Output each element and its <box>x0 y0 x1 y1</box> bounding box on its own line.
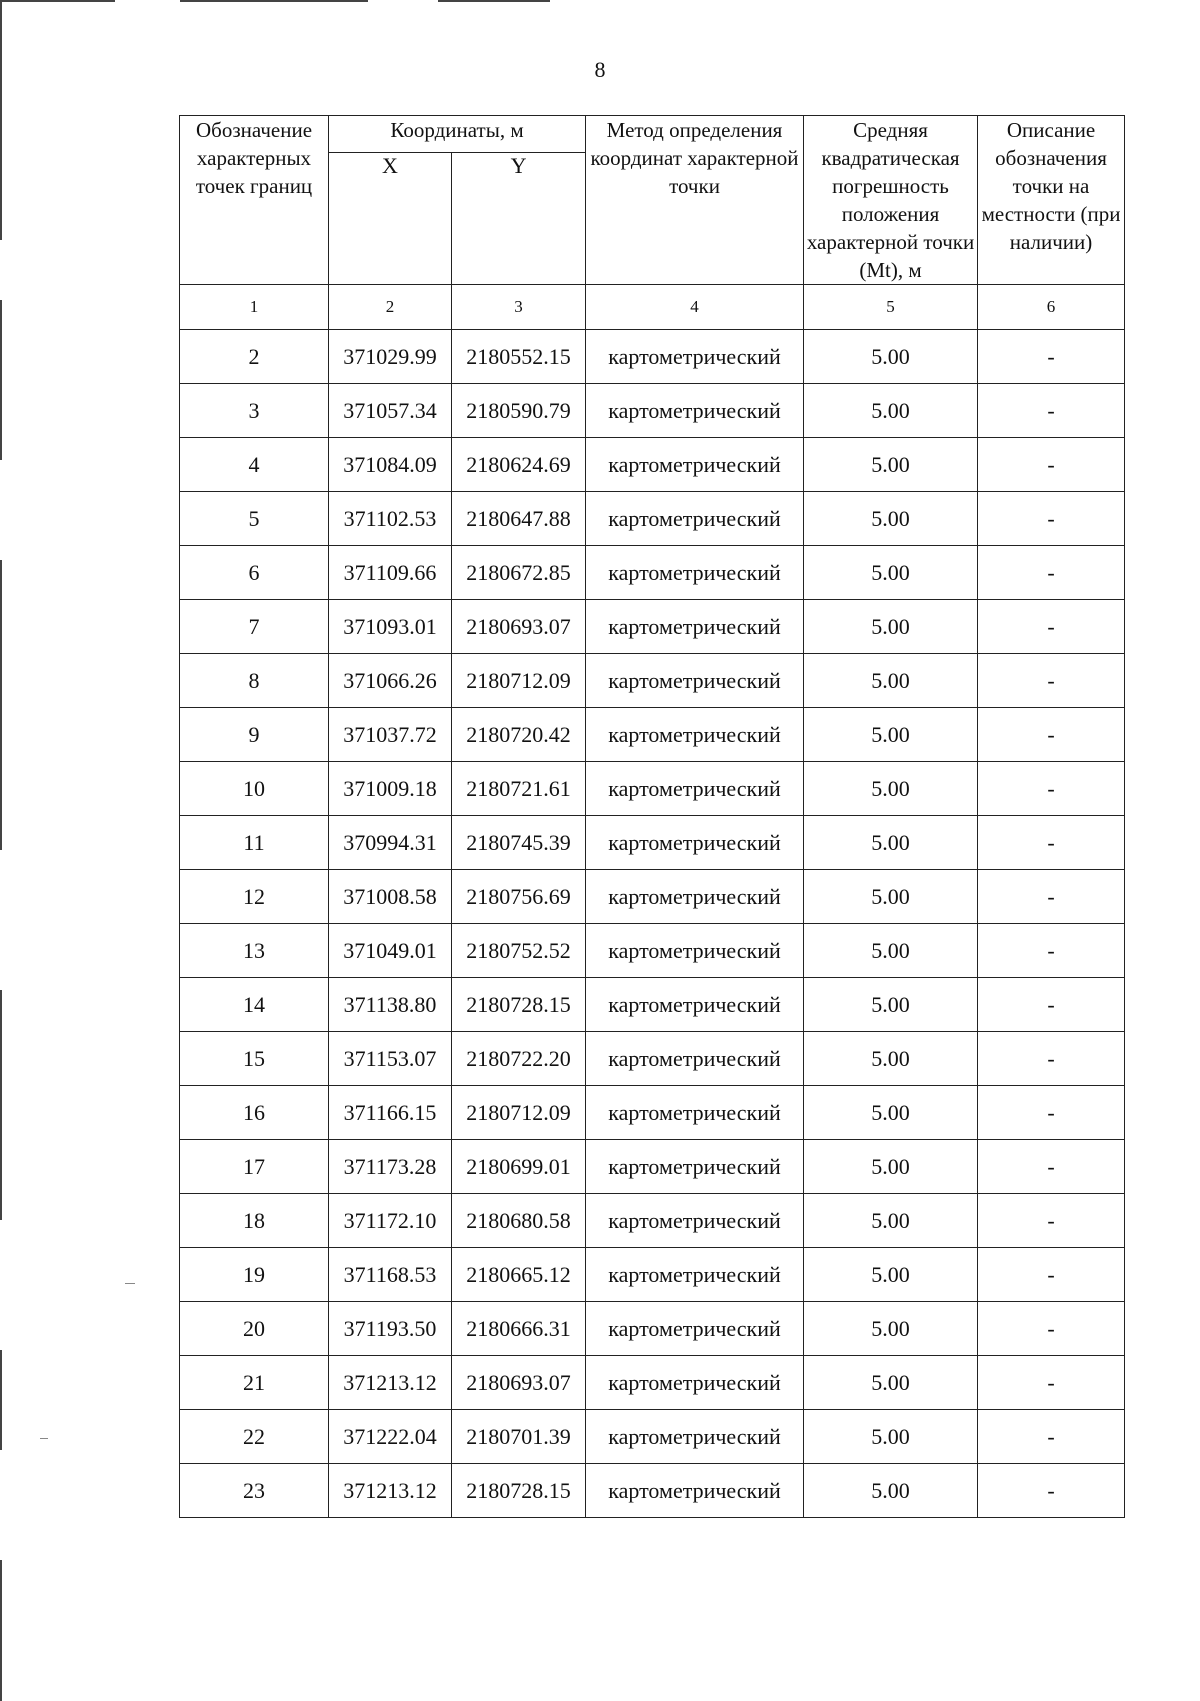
cell-point: 11 <box>180 816 329 870</box>
cell-y: 2180624.69 <box>452 438 586 492</box>
cell-error: 5.00 <box>804 1356 978 1410</box>
cell-y: 2180701.39 <box>452 1410 586 1464</box>
table-row <box>180 924 1125 978</box>
table-row <box>180 1140 1125 1194</box>
cell-description: - <box>978 438 1125 492</box>
table-row <box>180 492 1125 546</box>
cell-description: - <box>978 546 1125 600</box>
cell-point: 14 <box>180 978 329 1032</box>
cell-method: картометрический <box>586 870 804 924</box>
cell-x: 371213.12 <box>329 1464 452 1518</box>
cell-point: 7 <box>180 600 329 654</box>
cell-description: - <box>978 1086 1125 1140</box>
cell-point: 18 <box>180 1194 329 1248</box>
cell-error: 5.00 <box>804 1410 978 1464</box>
cell-description: - <box>978 870 1125 924</box>
cell-y: 2180699.01 <box>452 1140 586 1194</box>
scan-edge-top-1 <box>0 0 115 2</box>
cell-point: 5 <box>180 492 329 546</box>
cell-x: 371008.58 <box>329 870 452 924</box>
cell-y: 2180666.31 <box>452 1302 586 1356</box>
cell-description: - <box>978 1194 1125 1248</box>
table-row <box>180 816 1125 870</box>
scan-edge-top-3 <box>438 0 550 2</box>
column-number: 4 <box>586 285 804 330</box>
cell-description: - <box>978 762 1125 816</box>
table-row <box>180 330 1125 384</box>
cell-description: - <box>978 1410 1125 1464</box>
cell-x: 371153.07 <box>329 1032 452 1086</box>
cell-method: картометрический <box>586 816 804 870</box>
cell-y: 2180728.15 <box>452 1464 586 1518</box>
cell-y: 2180665.12 <box>452 1248 586 1302</box>
cell-description: - <box>978 1356 1125 1410</box>
cell-x: 371093.01 <box>329 600 452 654</box>
cell-point: 6 <box>180 546 329 600</box>
table-row <box>180 1464 1125 1518</box>
cell-error: 5.00 <box>804 1194 978 1248</box>
cell-point: 3 <box>180 384 329 438</box>
cell-x: 371213.12 <box>329 1356 452 1410</box>
cell-description: - <box>978 384 1125 438</box>
cell-x: 371168.53 <box>329 1248 452 1302</box>
cell-x: 371084.09 <box>329 438 452 492</box>
cell-description: - <box>978 330 1125 384</box>
cell-method: картометрический <box>586 1248 804 1302</box>
table-row <box>180 654 1125 708</box>
column-number: 2 <box>329 285 452 330</box>
cell-error: 5.00 <box>804 1086 978 1140</box>
cell-method: картометрический <box>586 1086 804 1140</box>
header-description: Описание обозначения точки на местности (при наличии) <box>978 116 1125 285</box>
cell-point: 2 <box>180 330 329 384</box>
scan-edge-left-1 <box>0 0 2 240</box>
table-row <box>180 600 1125 654</box>
cell-x: 371193.50 <box>329 1302 452 1356</box>
cell-description: - <box>978 708 1125 762</box>
cell-error: 5.00 <box>804 492 978 546</box>
cell-x: 371009.18 <box>329 762 452 816</box>
cell-point: 17 <box>180 1140 329 1194</box>
column-number: 5 <box>804 285 978 330</box>
cell-y: 2180680.58 <box>452 1194 586 1248</box>
cell-description: - <box>978 1032 1125 1086</box>
cell-error: 5.00 <box>804 708 978 762</box>
header-y: Y <box>452 153 586 285</box>
scan-edge-left-4 <box>0 990 2 1220</box>
cell-y: 2180672.85 <box>452 546 586 600</box>
table-row <box>180 708 1125 762</box>
cell-error: 5.00 <box>804 330 978 384</box>
cell-description: - <box>978 816 1125 870</box>
cell-x: 371029.99 <box>329 330 452 384</box>
cell-error: 5.00 <box>804 384 978 438</box>
cell-x: 371037.72 <box>329 708 452 762</box>
cell-x: 371172.10 <box>329 1194 452 1248</box>
cell-error: 5.00 <box>804 1032 978 1086</box>
cell-method: картометрический <box>586 1140 804 1194</box>
cell-y: 2180721.61 <box>452 762 586 816</box>
cell-method: картометрический <box>586 600 804 654</box>
cell-method: картометрический <box>586 492 804 546</box>
cell-error: 5.00 <box>804 816 978 870</box>
cell-x: 371057.34 <box>329 384 452 438</box>
cell-error: 5.00 <box>804 1302 978 1356</box>
cell-method: картометрический <box>586 708 804 762</box>
scan-edge-left-2 <box>0 300 2 460</box>
table-row <box>180 1302 1125 1356</box>
cell-method: картометрический <box>586 1410 804 1464</box>
cell-description: - <box>978 1140 1125 1194</box>
cell-point: 10 <box>180 762 329 816</box>
cell-y: 2180552.15 <box>452 330 586 384</box>
column-number-row <box>180 285 1125 330</box>
cell-x: 371102.53 <box>329 492 452 546</box>
cell-x: 371138.80 <box>329 978 452 1032</box>
cell-method: картометрический <box>586 978 804 1032</box>
column-number: 3 <box>452 285 586 330</box>
cell-x: 371166.15 <box>329 1086 452 1140</box>
cell-error: 5.00 <box>804 1140 978 1194</box>
cell-error: 5.00 <box>804 924 978 978</box>
header-row <box>180 116 1125 153</box>
page-number: 8 <box>594 57 606 82</box>
cell-method: картометрический <box>586 762 804 816</box>
cell-method: картометрический <box>586 1032 804 1086</box>
cell-error: 5.00 <box>804 978 978 1032</box>
header-method: Метод определения координат характерной точки <box>586 116 804 285</box>
cell-description: - <box>978 1248 1125 1302</box>
header-error: Средняя квадратическая погрешность положения характерной точки (Mt), м <box>804 116 978 285</box>
table-row <box>180 762 1125 816</box>
table-row <box>180 1410 1125 1464</box>
cell-point: 22 <box>180 1410 329 1464</box>
cell-point: 21 <box>180 1356 329 1410</box>
table-row <box>180 384 1125 438</box>
cell-point: 13 <box>180 924 329 978</box>
cell-y: 2180590.79 <box>452 384 586 438</box>
cell-y: 2180647.88 <box>452 492 586 546</box>
cell-point: 15 <box>180 1032 329 1086</box>
cell-y: 2180756.69 <box>452 870 586 924</box>
cell-x: 371066.26 <box>329 654 452 708</box>
cell-x: 370994.31 <box>329 816 452 870</box>
cell-error: 5.00 <box>804 1464 978 1518</box>
cell-x: 371173.28 <box>329 1140 452 1194</box>
cell-description: - <box>978 1464 1125 1518</box>
cell-description: - <box>978 924 1125 978</box>
cell-method: картометрический <box>586 1356 804 1410</box>
scan-speck <box>40 1438 48 1439</box>
cell-point: 19 <box>180 1248 329 1302</box>
cell-error: 5.00 <box>804 870 978 924</box>
cell-y: 2180712.09 <box>452 1086 586 1140</box>
cell-description: - <box>978 654 1125 708</box>
cell-y: 2180712.09 <box>452 654 586 708</box>
cell-point: 23 <box>180 1464 329 1518</box>
cell-error: 5.00 <box>804 546 978 600</box>
cell-error: 5.00 <box>804 1248 978 1302</box>
table-row <box>180 870 1125 924</box>
cell-method: картометрический <box>586 654 804 708</box>
cell-method: картометрический <box>586 924 804 978</box>
cell-description: - <box>978 1302 1125 1356</box>
coordinates-table <box>179 115 1125 1518</box>
header-point-designation: Обозначение характерных точек границ <box>180 116 329 285</box>
scan-edge-left-5 <box>0 1350 2 1450</box>
scan-edge-top-2 <box>180 0 368 2</box>
column-number: 6 <box>978 285 1125 330</box>
table-row <box>180 978 1125 1032</box>
cell-point: 12 <box>180 870 329 924</box>
cell-error: 5.00 <box>804 762 978 816</box>
table-row <box>180 1086 1125 1140</box>
cell-error: 5.00 <box>804 654 978 708</box>
table-row <box>180 438 1125 492</box>
header-coordinates: Координаты, м <box>329 116 586 153</box>
cell-y: 2180728.15 <box>452 978 586 1032</box>
cell-method: картометрический <box>586 546 804 600</box>
cell-method: картометрический <box>586 438 804 492</box>
cell-description: - <box>978 978 1125 1032</box>
cell-point: 8 <box>180 654 329 708</box>
cell-y: 2180693.07 <box>452 1356 586 1410</box>
cell-point: 20 <box>180 1302 329 1356</box>
cell-method: картометрический <box>586 1194 804 1248</box>
cell-y: 2180720.42 <box>452 708 586 762</box>
scan-edge-left-6 <box>0 1560 2 1701</box>
cell-y: 2180693.07 <box>452 600 586 654</box>
cell-point: 4 <box>180 438 329 492</box>
cell-x: 371222.04 <box>329 1410 452 1464</box>
cell-x: 371109.66 <box>329 546 452 600</box>
cell-method: картометрический <box>586 1464 804 1518</box>
cell-point: 16 <box>180 1086 329 1140</box>
header-x: X <box>329 153 452 285</box>
cell-method: картометрический <box>586 330 804 384</box>
column-number: 1 <box>180 285 329 330</box>
cell-description: - <box>978 492 1125 546</box>
table-row <box>180 1356 1125 1410</box>
cell-description: - <box>978 600 1125 654</box>
cell-y: 2180752.52 <box>452 924 586 978</box>
table-row <box>180 1248 1125 1302</box>
cell-method: картометрический <box>586 1302 804 1356</box>
table-row <box>180 546 1125 600</box>
scan-edge-left-3 <box>0 560 2 850</box>
cell-error: 5.00 <box>804 600 978 654</box>
table-row <box>180 1032 1125 1086</box>
scan-speck <box>125 1283 135 1284</box>
cell-method: картометрический <box>586 384 804 438</box>
cell-x: 371049.01 <box>329 924 452 978</box>
cell-y: 2180745.39 <box>452 816 586 870</box>
table-row <box>180 1194 1125 1248</box>
cell-y: 2180722.20 <box>452 1032 586 1086</box>
cell-point: 9 <box>180 708 329 762</box>
cell-error: 5.00 <box>804 438 978 492</box>
